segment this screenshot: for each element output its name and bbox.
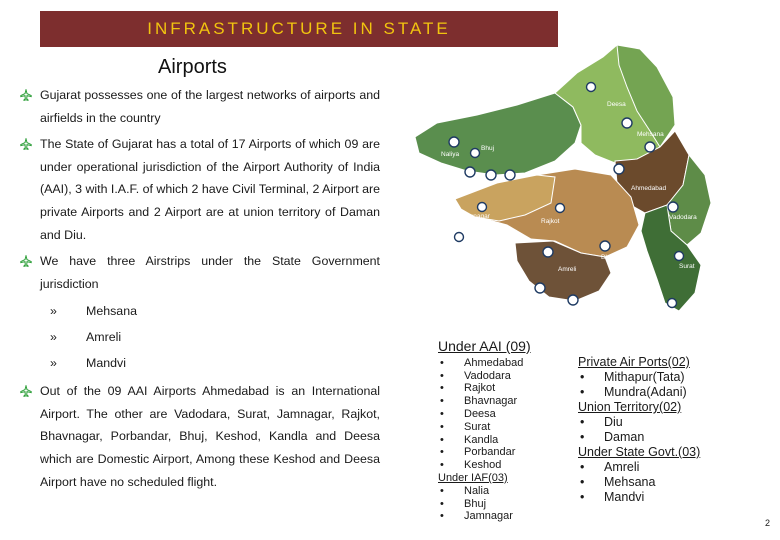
- bullet-text: We have three Airstrips under the State Government jurisdiction: [40, 254, 380, 291]
- airport-icon: [622, 118, 632, 128]
- bullet-dot: •: [580, 385, 585, 399]
- airport-icon: [449, 137, 459, 147]
- item-label: Mundra(Adani): [604, 385, 687, 399]
- list-item: [438, 421, 578, 434]
- bullet-dot: •: [440, 484, 444, 497]
- item-label: Bhuj: [464, 497, 487, 510]
- airport-icon: [568, 295, 578, 305]
- airplane-icon: [20, 382, 32, 405]
- bullet-dot: •: [580, 475, 585, 489]
- list-item: [438, 382, 578, 395]
- bullet-dot: •: [440, 510, 444, 523]
- item-label: Bhavnagar: [464, 395, 518, 408]
- list-item: [578, 370, 748, 385]
- bullet-dot: •: [440, 420, 444, 433]
- list-item: [438, 498, 578, 511]
- airport-icon: [600, 241, 610, 251]
- bullet-dot: •: [580, 370, 585, 384]
- list-item: [438, 370, 578, 383]
- bullet-text: Out of the 09 AAI Airports Ahmedabad is an International Airport. The other are Vadodara, Surat, Jamnagar, Rajkot, Bhavnagar, Porbandar, Bhuj, Keshod, Kandla and Deesa which are Domestic Airport, Among these Keshod and Deesa Airport have no scheduled flight.: [40, 384, 380, 489]
- item-label: Jamnagar: [464, 510, 513, 523]
- item-label: Diu: [604, 415, 623, 429]
- item-label: Mithapur(Tata): [604, 370, 685, 384]
- airstrip-list: [20, 299, 380, 376]
- airplane-icon: [20, 252, 32, 275]
- gujarat-map: [405, 35, 730, 325]
- bullet-paragraph: [20, 250, 380, 295]
- list-item: [578, 385, 748, 400]
- list-item: [20, 299, 380, 325]
- list-item: [578, 475, 748, 490]
- bullet-dot: •: [440, 356, 444, 369]
- map-label: Rajkot: [541, 218, 560, 225]
- airport-icon: [465, 167, 475, 177]
- list-item: [578, 430, 748, 445]
- bullet-dot: •: [440, 446, 444, 459]
- airplane-icon: [20, 86, 32, 109]
- list-item: [438, 510, 578, 523]
- map-label: Bhavnagar: [601, 254, 633, 261]
- airport-icon: [478, 203, 487, 212]
- list-item: [438, 485, 578, 498]
- airport-icon: [614, 164, 624, 174]
- map-label: Ahmedabad: [631, 185, 667, 192]
- airport-icon: [587, 83, 596, 92]
- map-label: Vadodara: [669, 214, 697, 221]
- bullet-dot: •: [580, 430, 585, 444]
- list-item: [438, 395, 578, 408]
- bullet-list: [20, 84, 380, 497]
- list-item: [438, 408, 578, 421]
- bullet-dot: •: [440, 433, 444, 446]
- airport-icon: [543, 247, 553, 257]
- section-heading: Airports: [158, 56, 227, 78]
- item-label: Ahmedabad: [464, 356, 524, 369]
- union-title: Union Territory(02): [578, 400, 682, 414]
- bullet-paragraph: [20, 84, 380, 129]
- list-item: [578, 415, 748, 430]
- item-label: Deesa: [464, 407, 496, 420]
- map-region-kutch: [415, 93, 581, 175]
- arrow-glyph: »: [50, 329, 57, 344]
- list-item: [578, 490, 748, 505]
- airstrip-name: Amreli: [86, 329, 122, 344]
- bullet-text: Gujarat possesses one of the largest networks of airports and airfields in the country: [40, 88, 380, 125]
- map-label: Deesa: [607, 101, 626, 108]
- airport-icon: [556, 204, 565, 213]
- map-label: Jamnagar: [461, 213, 490, 220]
- item-label: Vadodara: [464, 369, 511, 382]
- airport-icon: [455, 233, 464, 242]
- airport-icon: [675, 252, 684, 261]
- aai-title: Under AAI (09): [438, 338, 531, 354]
- iaf-title: Under IAF(03): [438, 471, 508, 484]
- bullet-text: The State of Gujarat has a total of 17 Airports of which 09 are under operational jurisdiction of the Airport Authority of India (AAI), 3 with I.A.F. of which 2 have Civil Terminal, 2 Airport are private Airports and 2 Airport are at union territory of Daman and Diu.: [40, 137, 380, 242]
- bullet-paragraph: [20, 380, 380, 493]
- map-label: Surat: [679, 263, 695, 270]
- airplane-icon: [20, 135, 32, 158]
- item-label: Keshod: [464, 459, 502, 472]
- private-title: Private Air Ports(02): [578, 355, 690, 369]
- airport-icon: [535, 283, 545, 293]
- map-label: Mehsana: [637, 131, 664, 138]
- list-item: [20, 351, 380, 377]
- page-number: 2: [765, 518, 771, 528]
- map-label: Bhuj: [481, 145, 495, 152]
- bullet-dot: •: [440, 497, 444, 510]
- banner-title: INFRASTRUCTURE IN STATE: [147, 19, 451, 38]
- bullet-dot: •: [440, 407, 444, 420]
- item-label: Mehsana: [604, 475, 656, 489]
- list-item: [578, 460, 748, 475]
- airstrip-name: Mandvi: [86, 355, 126, 370]
- bullet-dot: •: [440, 369, 444, 382]
- bullet-dot: •: [580, 415, 585, 429]
- state-govt-title: Under State Govt.(03): [578, 445, 701, 459]
- airstrip-name: Mehsana: [86, 304, 137, 319]
- airport-icon: [668, 299, 677, 308]
- item-label: Porbandar: [464, 446, 516, 459]
- arrow-glyph: »: [50, 355, 57, 370]
- item-label: Mandvi: [604, 490, 645, 504]
- item-label: Amreli: [604, 460, 640, 474]
- bullet-dot: •: [580, 490, 585, 504]
- arrow-glyph: »: [50, 304, 57, 319]
- map-label: Amreli: [558, 266, 577, 273]
- bullet-dot: •: [440, 382, 444, 395]
- airport-icon: [505, 170, 515, 180]
- list-item: [438, 459, 578, 472]
- bullet-dot: •: [440, 459, 444, 472]
- list-item: [20, 325, 380, 351]
- item-label: Kandla: [464, 433, 499, 446]
- bullet-dot: •: [440, 395, 444, 408]
- airport-icon: [645, 142, 655, 152]
- item-label: Rajkot: [464, 382, 496, 395]
- item-label: Surat: [464, 420, 491, 433]
- bullet-paragraph: [20, 133, 380, 246]
- item-label: Daman: [604, 430, 645, 444]
- aai-list: [438, 340, 578, 523]
- other-airports-list: [578, 355, 748, 505]
- list-item: [438, 357, 578, 370]
- airport-icon: [486, 170, 496, 180]
- airport-icon: [668, 202, 678, 212]
- item-label: Nalia: [464, 484, 490, 497]
- airport-icon: [471, 149, 480, 158]
- list-item: [438, 434, 578, 447]
- bullet-dot: •: [580, 460, 585, 474]
- list-item: [438, 446, 578, 459]
- map-label: Naliya: [441, 151, 460, 158]
